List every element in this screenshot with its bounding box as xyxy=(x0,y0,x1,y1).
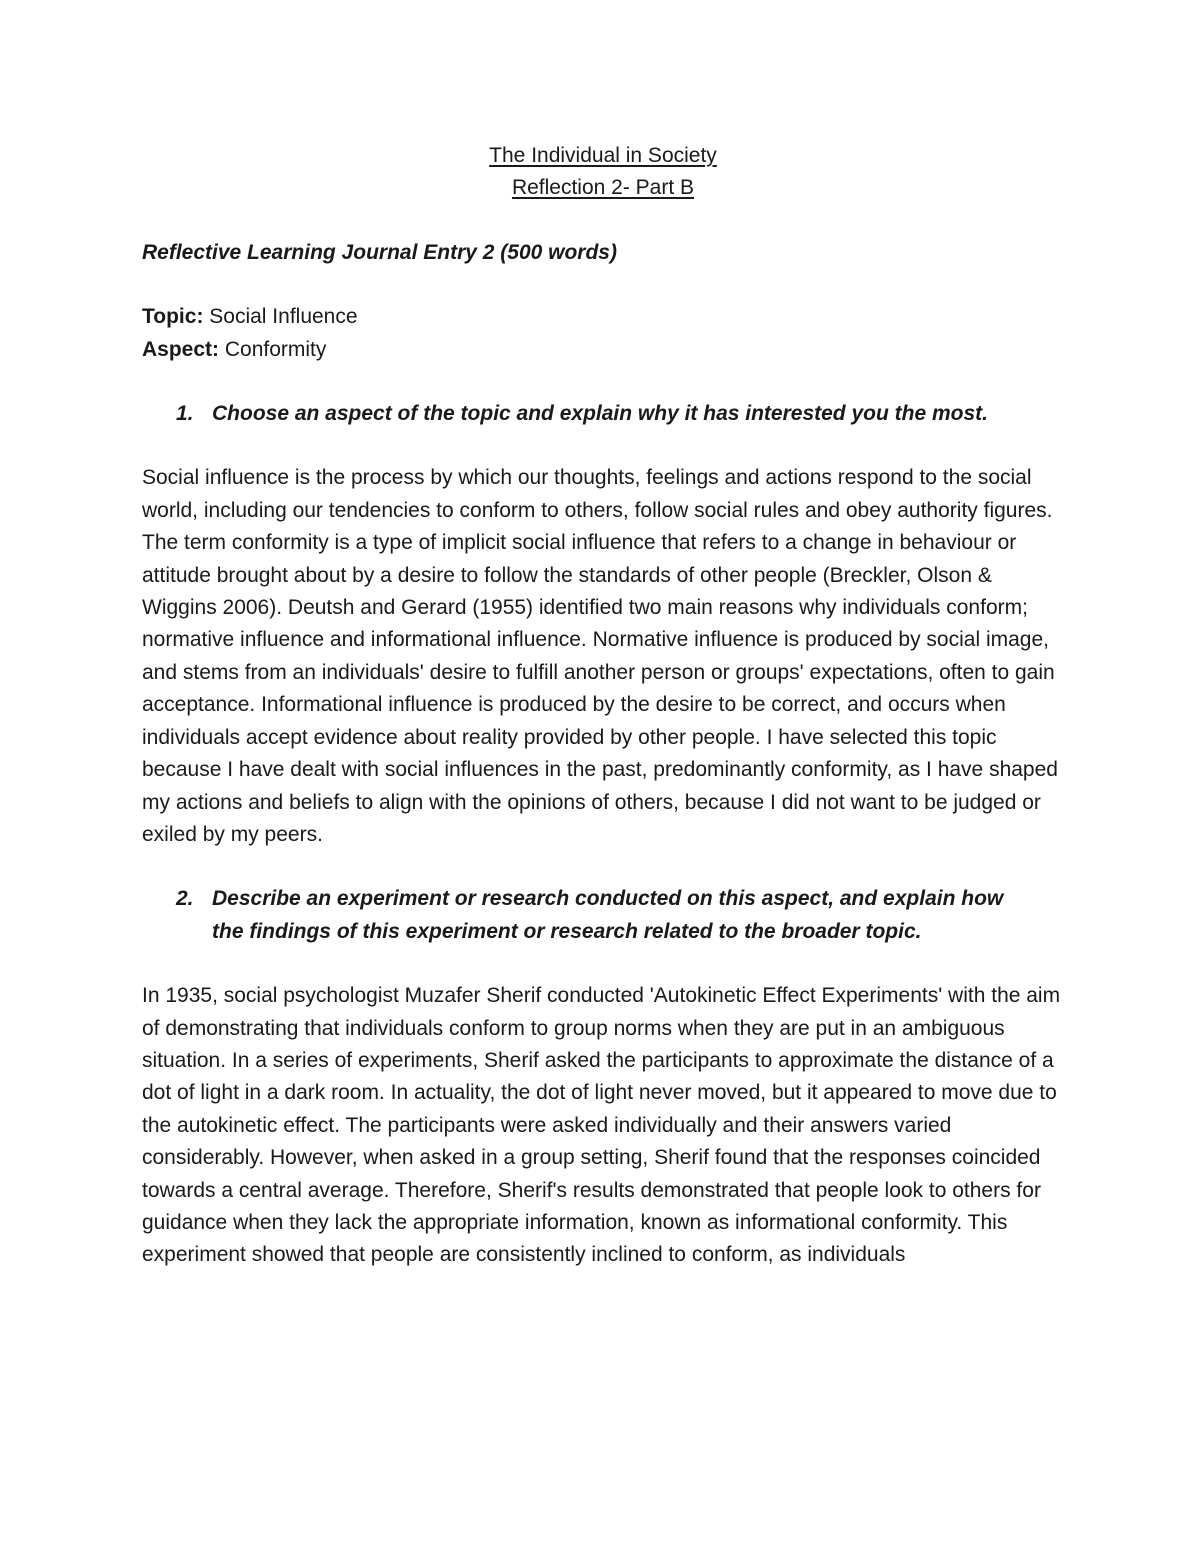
meta-block xyxy=(142,301,1064,366)
question-number: 2. xyxy=(176,887,194,911)
topic-value: Social Influence xyxy=(203,305,358,329)
journal-heading: Reflective Learning Journal Entry 2 (500 words) xyxy=(142,240,617,264)
topic-label: Topic: xyxy=(142,305,204,329)
document-subtitle: Reflection 2- Part B xyxy=(511,176,695,200)
answer-paragraph-1: Social influence is the process by which our thoughts, feelings and actions respond to the social world, including our tendencies to conform to others, follow social rules and obey authority figures. The term conformity is a type of implicit social influence that refers to a change in behaviour or attitude brought about by a desire to follow the standards of other people (Breckler, Olson & Wiggins 2006). Deutsh and Gerard (1955) identified two main reasons why individuals conform; normative influence and informational influence. Normative influence is produced by social image, and stems from an individuals' desire to fulfill another person or groups' expectations, often to gain acceptance. Informational influence is produced by the desire to be correct, and occurs when individuals accept evidence about reality provided by other people. I have selected this topic because I have dealt with social influences in the past, predominantly conformity, as I have shaped my actions and beliefs to align with the opinions of others, because I did not want to be judged or exiled by my peers. xyxy=(142,466,1058,846)
question-text: Describe an experiment or research conducted on this aspect, and explain how the findings of this experiment or research related to the broader topic. xyxy=(212,887,1004,943)
question-number: 1. xyxy=(176,402,194,426)
question-1 xyxy=(142,398,1064,430)
title-block xyxy=(142,140,1064,205)
aspect-label: Aspect: xyxy=(142,337,220,361)
document-content xyxy=(142,140,1064,1304)
document-title: The Individual in Society xyxy=(489,144,717,167)
question-2 xyxy=(142,883,1064,948)
question-text: Choose an aspect of the topic and explain why it has interested you the most. xyxy=(212,402,988,426)
answer-paragraph-2: In 1935, social psychologist Muzafer Sherif conducted 'Autokinetic Effect Experiments' with the aim of demonstrating that individuals conform to group norms when they are put in an ambiguous situation. In a series of experiments, Sherif asked the participants to approximate the distance of a dot of light in a dark room. In actuality, the dot of light never moved, but it appeared to move due to the autokinetic effect. The participants were asked individually and their answers varied considerably. However, when asked in a group setting, Sherif found that the responses coincided towards a central average. Therefore, Sherif's results demonstrated that people look to others for guidance when they lack the appropriate information, known as informational conformity. This experiment showed that people are consistently inclined to conform, as individuals xyxy=(142,984,1061,1267)
aspect-value: Conformity xyxy=(219,337,327,361)
aspect-line xyxy=(142,334,1064,366)
topic-line xyxy=(142,301,1064,333)
